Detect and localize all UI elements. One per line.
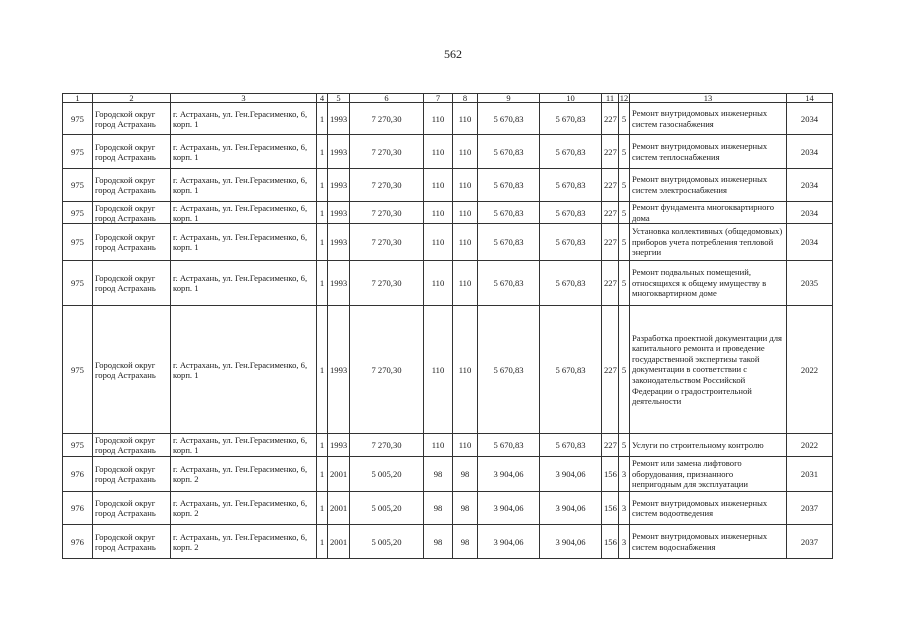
cell-c7: 98 <box>424 457 453 492</box>
table-row <box>63 457 833 492</box>
column-header: 12 <box>619 93 629 103</box>
cell-c11: 227 <box>602 169 619 202</box>
cell-plan-year: 2034 <box>787 135 833 169</box>
cell-plan-year: 2034 <box>787 103 833 135</box>
column-header: 8 <box>453 94 478 103</box>
cell-c4: 1 <box>317 525 328 559</box>
cell-c7: 110 <box>424 169 453 202</box>
cell-work: Ремонт или замена лифтового оборудования, признанного непригодным для эксплуатации <box>630 457 787 492</box>
cell-c10: 3 904,06 <box>540 525 602 559</box>
cell-c9: 5 670,83 <box>478 202 540 224</box>
cell-address: г. Астрахань, ул. Ген.Герасименко, 6, корп. 1 <box>171 434 317 457</box>
cell-year: 2001 <box>328 525 350 559</box>
cell-c4: 1 <box>317 169 328 202</box>
cell-c8: 110 <box>453 135 478 169</box>
cell-municipality: Городской округ город Астрахань <box>93 224 171 261</box>
cell-area: 7 270,30 <box>350 169 424 202</box>
cell-work: Услуги по строительному контролю <box>630 434 787 457</box>
cell-c4: 1 <box>317 202 328 224</box>
cell-c10: 5 670,83 <box>540 202 602 224</box>
cell-year: 1993 <box>328 434 350 457</box>
cell-num: 975 <box>63 261 93 306</box>
cell-work: Разработка проектной документации для капитального ремонта и проведение государственной экспертизы такой документации в соответствии с законодательством Российской Федерации о градостроительной деятельности <box>630 306 787 434</box>
cell-year: 1993 <box>328 306 350 434</box>
cell-num: 976 <box>63 492 93 525</box>
cell-plan-year: 2034 <box>787 169 833 202</box>
table-row <box>63 492 833 525</box>
table-row <box>63 202 833 224</box>
cell-year: 1993 <box>328 169 350 202</box>
cell-address: г. Астрахань, ул. Ген.Герасименко, 6, корп. 1 <box>171 103 317 135</box>
cell-c9: 5 670,83 <box>478 169 540 202</box>
cell-year: 1993 <box>328 202 350 224</box>
cell-work: Ремонт внутридомовых инженерных систем водоснабжения <box>630 525 787 559</box>
column-header: 9 <box>478 94 540 103</box>
cell-plan-year: 2035 <box>787 261 833 306</box>
cell-year: 2001 <box>328 457 350 492</box>
cell-address: г. Астрахань, ул. Ген.Герасименко, 6, корп. 2 <box>171 492 317 525</box>
cell-address: г. Астрахань, ул. Ген.Герасименко, 6, корп. 1 <box>171 306 317 434</box>
cell-plan-year: 2034 <box>787 202 833 224</box>
cell-c10: 3 904,06 <box>540 457 602 492</box>
cell-c9: 5 670,83 <box>478 224 540 261</box>
cell-year: 1993 <box>328 103 350 135</box>
cell-plan-year: 2037 <box>787 525 833 559</box>
cell-c12: 5 <box>619 169 630 202</box>
cell-c8: 110 <box>453 434 478 457</box>
cell-address: г. Астрахань, ул. Ген.Герасименко, 6, корп. 1 <box>171 224 317 261</box>
cell-area: 7 270,30 <box>350 261 424 306</box>
table-row <box>63 103 833 135</box>
column-header: 7 <box>424 94 453 103</box>
cell-municipality: Городской округ город Астрахань <box>93 202 171 224</box>
column-number-row <box>63 94 833 103</box>
cell-c8: 110 <box>453 261 478 306</box>
cell-num: 975 <box>63 434 93 457</box>
column-header: 14 <box>787 94 833 103</box>
cell-area: 7 270,30 <box>350 135 424 169</box>
table-row <box>63 434 833 457</box>
cell-year: 1993 <box>328 224 350 261</box>
cell-c7: 110 <box>424 261 453 306</box>
cell-num: 975 <box>63 202 93 224</box>
column-header: 11 <box>602 94 619 103</box>
cell-address: г. Астрахань, ул. Ген.Герасименко, 6, корп. 1 <box>171 169 317 202</box>
cell-c12: 5 <box>619 306 630 434</box>
cell-municipality: Городской округ город Астрахань <box>93 103 171 135</box>
cell-c11: 156 <box>602 525 619 559</box>
cell-address: г. Астрахань, ул. Ген.Герасименко, 6, корп. 1 <box>171 261 317 306</box>
cell-work: Ремонт внутридомовых инженерных систем электроснабжения <box>630 169 787 202</box>
cell-c7: 110 <box>424 306 453 434</box>
cell-c12: 3 <box>619 492 630 525</box>
table-row <box>63 169 833 202</box>
cell-c4: 1 <box>317 306 328 434</box>
column-header: 4 <box>317 94 328 103</box>
cell-area: 5 005,20 <box>350 492 424 525</box>
cell-area: 7 270,30 <box>350 224 424 261</box>
cell-c12: 5 <box>619 135 630 169</box>
cell-c7: 110 <box>424 434 453 457</box>
cell-c12: 5 <box>619 103 630 135</box>
column-header: 10 <box>540 94 602 103</box>
cell-year: 1993 <box>328 261 350 306</box>
cell-municipality: Городской округ город Астрахань <box>93 135 171 169</box>
cell-address: г. Астрахань, ул. Ген.Герасименко, 6, корп. 2 <box>171 525 317 559</box>
cell-c8: 110 <box>453 224 478 261</box>
table-row <box>63 261 833 306</box>
cell-c4: 1 <box>317 224 328 261</box>
cell-c7: 98 <box>424 492 453 525</box>
cell-num: 975 <box>63 224 93 261</box>
cell-c10: 5 670,83 <box>540 169 602 202</box>
capital-repair-table <box>62 93 833 559</box>
cell-c8: 110 <box>453 306 478 434</box>
cell-area: 5 005,20 <box>350 457 424 492</box>
cell-num: 976 <box>63 457 93 492</box>
table-row <box>63 224 833 261</box>
cell-municipality: Городской округ город Астрахань <box>93 261 171 306</box>
cell-municipality: Городской округ город Астрахань <box>93 169 171 202</box>
cell-c11: 227 <box>602 306 619 434</box>
cell-num: 975 <box>63 306 93 434</box>
cell-work: Ремонт внутридомовых инженерных систем водоотведения <box>630 492 787 525</box>
cell-c9: 5 670,83 <box>478 261 540 306</box>
cell-c11: 227 <box>602 135 619 169</box>
column-header: 3 <box>171 94 317 103</box>
cell-c7: 98 <box>424 525 453 559</box>
cell-c10: 3 904,06 <box>540 492 602 525</box>
cell-work: Установка коллективных (общедомовых) приборов учета потребления тепловой энергии <box>630 224 787 261</box>
cell-address: г. Астрахань, ул. Ген.Герасименко, 6, корп. 1 <box>171 135 317 169</box>
cell-c10: 5 670,83 <box>540 135 602 169</box>
cell-c7: 110 <box>424 103 453 135</box>
column-header: 2 <box>93 94 171 103</box>
cell-work: Ремонт внутридомовых инженерных систем газоснабжения <box>630 103 787 135</box>
column-header: 13 <box>630 94 787 103</box>
table-row <box>63 525 833 559</box>
cell-plan-year: 2037 <box>787 492 833 525</box>
cell-work: Ремонт фундамента многоквартирного дома <box>630 202 787 224</box>
cell-c11: 227 <box>602 103 619 135</box>
cell-c8: 110 <box>453 169 478 202</box>
cell-address: г. Астрахань, ул. Ген.Герасименко, 6, корп. 2 <box>171 457 317 492</box>
cell-c12: 5 <box>619 261 630 306</box>
cell-year: 1993 <box>328 135 350 169</box>
cell-c12: 5 <box>619 434 630 457</box>
cell-municipality: Городской округ город Астрахань <box>93 434 171 457</box>
table-row <box>63 135 833 169</box>
cell-work: Ремонт подвальных помещений, относящихся к общему имуществу в многоквартирном доме <box>630 261 787 306</box>
cell-plan-year: 2034 <box>787 224 833 261</box>
cell-c9: 3 904,06 <box>478 525 540 559</box>
cell-num: 975 <box>63 169 93 202</box>
cell-area: 7 270,30 <box>350 103 424 135</box>
cell-municipality: Городской округ город Астрахань <box>93 492 171 525</box>
cell-area: 7 270,30 <box>350 434 424 457</box>
cell-c8: 110 <box>453 103 478 135</box>
cell-c8: 98 <box>453 457 478 492</box>
cell-year: 2001 <box>328 492 350 525</box>
cell-c9: 5 670,83 <box>478 434 540 457</box>
cell-c12: 3 <box>619 457 630 492</box>
cell-c4: 1 <box>317 261 328 306</box>
column-header: 5 <box>328 94 350 103</box>
cell-c7: 110 <box>424 202 453 224</box>
cell-c10: 5 670,83 <box>540 434 602 457</box>
cell-c9: 5 670,83 <box>478 306 540 434</box>
cell-plan-year: 2031 <box>787 457 833 492</box>
cell-c10: 5 670,83 <box>540 261 602 306</box>
cell-c4: 1 <box>317 457 328 492</box>
page-number: 562 <box>444 47 462 61</box>
cell-c4: 1 <box>317 492 328 525</box>
cell-c12: 5 <box>619 202 630 224</box>
cell-area: 5 005,20 <box>350 525 424 559</box>
cell-c11: 227 <box>602 224 619 261</box>
cell-c10: 5 670,83 <box>540 224 602 261</box>
cell-c11: 156 <box>602 457 619 492</box>
cell-c9: 3 904,06 <box>478 492 540 525</box>
cell-work: Ремонт внутридомовых инженерных систем теплоснабжения <box>630 135 787 169</box>
column-header: 6 <box>350 94 424 103</box>
cell-c9: 3 904,06 <box>478 457 540 492</box>
cell-municipality: Городской округ город Астрахань <box>93 457 171 492</box>
cell-c11: 227 <box>602 202 619 224</box>
cell-municipality: Городской округ город Астрахань <box>93 525 171 559</box>
cell-area: 7 270,30 <box>350 306 424 434</box>
table-row <box>63 306 833 434</box>
cell-c7: 110 <box>424 135 453 169</box>
cell-c4: 1 <box>317 135 328 169</box>
cell-c8: 98 <box>453 492 478 525</box>
cell-c12: 5 <box>619 224 630 261</box>
cell-c10: 5 670,83 <box>540 103 602 135</box>
cell-c7: 110 <box>424 224 453 261</box>
cell-c9: 5 670,83 <box>478 135 540 169</box>
cell-area: 7 270,30 <box>350 202 424 224</box>
cell-c4: 1 <box>317 103 328 135</box>
cell-num: 975 <box>63 135 93 169</box>
cell-c8: 98 <box>453 525 478 559</box>
cell-plan-year: 2022 <box>787 434 833 457</box>
cell-c11: 227 <box>602 434 619 457</box>
cell-municipality: Городской округ город Астрахань <box>93 306 171 434</box>
cell-c10: 5 670,83 <box>540 306 602 434</box>
cell-plan-year: 2022 <box>787 306 833 434</box>
cell-num: 976 <box>63 525 93 559</box>
cell-c4: 1 <box>317 434 328 457</box>
cell-c9: 5 670,83 <box>478 103 540 135</box>
cell-address: г. Астрахань, ул. Ген.Герасименко, 6, корп. 1 <box>171 202 317 224</box>
cell-c12: 3 <box>619 525 630 559</box>
cell-c11: 227 <box>602 261 619 306</box>
column-header: 1 <box>63 94 93 103</box>
cell-num: 975 <box>63 103 93 135</box>
cell-c11: 156 <box>602 492 619 525</box>
table-body <box>63 103 833 559</box>
cell-c8: 110 <box>453 202 478 224</box>
